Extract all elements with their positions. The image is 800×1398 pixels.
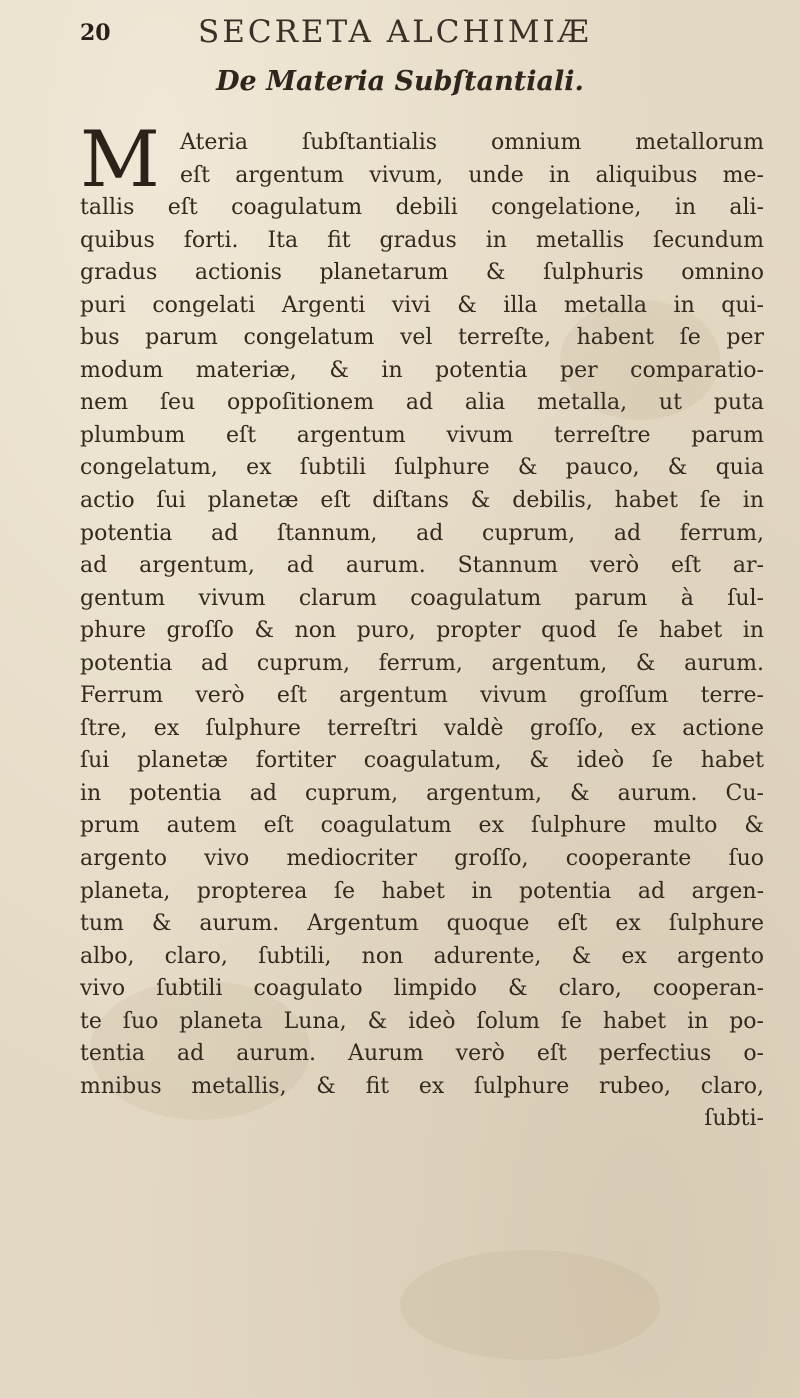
text-line: in potentia ad cuprum, argentum, & aurum. Cu- (80, 780, 764, 806)
text-line: tentia ad aurum. Aurum verò eſt perfectius o- (80, 1041, 764, 1067)
body-text (80, 115, 764, 1136)
text-line: nem ſeu oppoſitionem ad alia metalla, ut puta (80, 390, 764, 416)
text-line: bus parum congelatum vel terreſte, habent ſe per (80, 325, 764, 351)
running-head (80, 14, 760, 50)
text-line: Ferrum verò eſt argentum vivum groſſum terre- (80, 683, 764, 709)
text-line: eſt argentum vivum, unde in aliquibus me- (180, 162, 764, 188)
section-title: De Materia Subſtantiali. (216, 66, 584, 97)
text-line: mnibus metallis, & fit ex ſulphure rubeo, claro, (80, 1073, 764, 1099)
text-line: ſui planetæ fortiter coagulatum, & ideò ſe habet (80, 748, 764, 774)
text-line: te ſuo planeta Luna, & ideò ſolum ſe habet in po- (80, 1008, 764, 1034)
paper-stain (400, 1250, 660, 1360)
text-line: modum materiæ, & in potentia per comparatio- (80, 357, 764, 383)
text-line: gradus actionis planetarum & ſulphuris omnino (80, 260, 764, 286)
text-line: potentia ad cuprum, ferrum, argentum, & aurum. (80, 650, 764, 676)
catchword: ſubti- (704, 1106, 764, 1132)
text-line: congelatum, ex ſubtili ſulphure & pauco, & quia (80, 455, 764, 481)
text-line: ſtre, ex ſulphure terreſtri valdè groſſo, ex actione (80, 715, 764, 741)
book-title: SECRETA ALCHIMIÆ (198, 14, 592, 50)
text-line: gentum vivum clarum coagulatum parum à ſul- (80, 585, 764, 611)
text-line: phure groſſo & non puro, propter quod ſe habet in (80, 618, 764, 644)
text-line: Ateria ſubſtantialis omnium metallorum (180, 130, 764, 155)
text-line: prum autem eſt coagulatum ex ſulphure multo & (80, 813, 764, 839)
text-line: tallis eſt coagulatum debili congelatione, in ali- (80, 195, 764, 221)
text-line: argento vivo mediocriter groſſo, cooperante ſuo (80, 846, 764, 872)
text-line: plumbum eſt argentum vivum terreſtre parum (80, 422, 764, 448)
page-number: 20 (80, 20, 111, 46)
drop-cap: M (80, 115, 160, 205)
text-line: actio ſui planetæ eſt diſtans & debilis, habet ſe in (80, 488, 764, 514)
text-line: vivo ſubtili coagulato limpido & claro, cooperan- (80, 976, 764, 1002)
text-line: albo, claro, ſubtili, non adurente, & ex argento (80, 943, 764, 969)
text-line: puri congelati Argenti vivi & illa metalla in qui- (80, 292, 764, 318)
text-line: tum & aurum. Argentum quoque eſt ex ſulphure (80, 911, 764, 937)
text-line: planeta, propterea ſe habet in potentia ad argen- (80, 878, 764, 904)
text-line: potentia ad ſtannum, ad cuprum, ad ferrum, (80, 520, 764, 546)
text-line: quibus forti. Ita fit gradus in metallis ſecundum (80, 227, 764, 253)
text-line: ad argentum, ad aurum. Stannum verò eſt ar- (80, 553, 764, 579)
